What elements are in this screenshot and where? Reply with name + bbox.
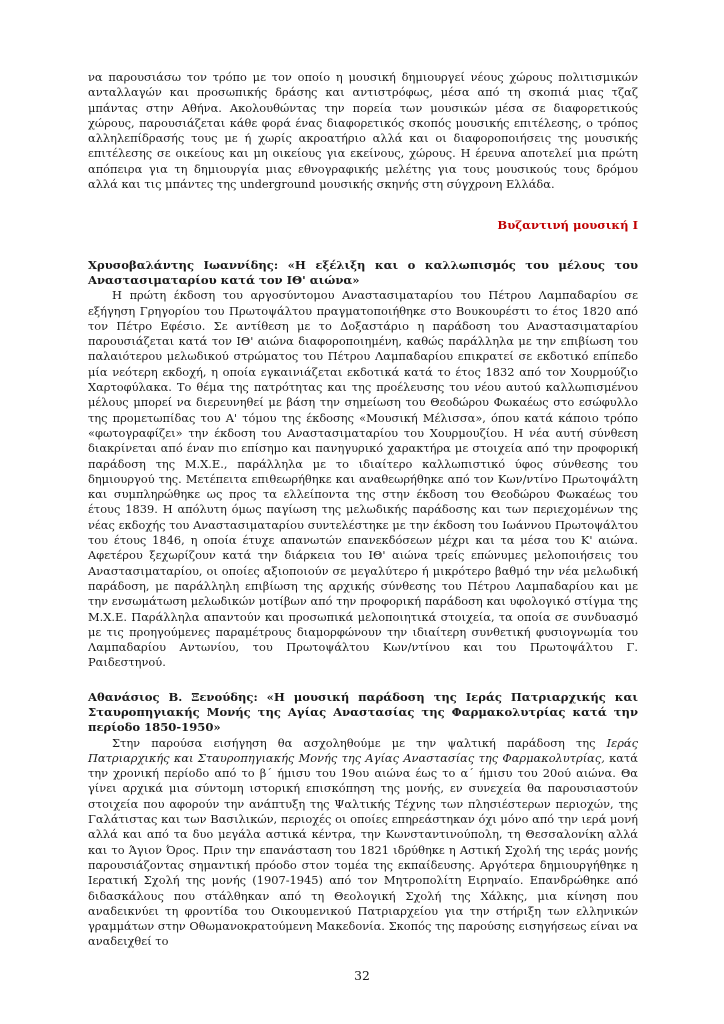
paper-abstract xyxy=(88,736,638,950)
page-content xyxy=(88,70,638,950)
paper-abstract: Η πρώτη έκδοση του αργοσύντομου Αναστασιματαρίου του Πέτρου Λαμπαδαρίου σε εξήγηση Γρηγορίου του Πρωτοψάλτου πραγματοποιήθηκε στο Βουκουρέστι το έτος 1820 από τον Πέτρο Εφέσιο. Σε αντίθεση με το Δοξαστάριο η παράδοση του Αναστασιματαρίου παρουσιάζεται κατά τον ΙΘ' αιώνα διαφοροποιημένη, καθώς παράλληλα με την επιβίωση του παλαιότερου μελωδικού στρώματος του Πέτρου Λαμπαδαρίου επικρατεί σε εκδοτικό επίπεδο μία νεότερη εκδοχή, η οποία εγκαινιάζεται εκδοτικά κατά το έτος 1832 από τον Χουρμούζιο Χαρτοφύλακα. Το θέμα της πατρότητας και της προέλευσης του νέου αυτού καλλωπισμένου μέλους μπορεί να διερευνηθεί με βάση την σημείωση του Θεοδώρου Φωκαέως στο εσώφυλλο της προμετωπίδας του Α' τόμου της έκδοσης «Μουσική Μέλισσα», όπου κατά κάποιο τρόπο «φωτογραφίζει» την έκδοση του Αναστασιματαρίου του Χουρμουζίου. Η νέα αυτή σύνθεση διακρίνεται από έναν πιο επίσημο και πανηγυρικό χαρακτήρα με στοιχεία από την προφορική παράδοση της Μ.Χ.Ε., παράλληλα με το ιδιαίτερο καλλωπιστικό ύφος σύνθεσης του δημιουργού της. Μετέπειτα επιθεωρήθηκε και αναθεωρήθηκε από τον Κων/ντίνο Πρωτοψάλτη και συμπληρώθηκε ως προς τα ελλείποντα της στην έκδοση του Θεοδώρου Φωκαέως του έτους 1839. Η απόλυτη όμως παγίωση της μελωδικής παράδοσης και των περιεχομένων της νέας εκδοχής του Αναστασιματαρίου συντελέστηκε με την έκδοση του Ιωάννου Πρωτοψάλτου του έτους 1846, η οποία έτυχε απανωτών επανεκδόσεων μέχρι και τα μέσα του Κ' αιώνα. Αφετέρου ξεχωρίζουν κατά την διάρκεια του ΙΘ' αιώνα τρείς επώνυμες μελοποιήσεις του Αναστασιματαρίου, οι οποίες αξιοποιούν σε μεγαλύτερο ή μικρότερο βαθμό την νέα μελωδική παράδοση, με παράλληλη επιβίωση της αρχικής σύνθεσης του Πέτρου Λαμπαδαρίου και με την ενσωμάτωση μελωδικών μοτίβων από την προφορική παράδοση και υφολογικό στίγμα της Μ.Χ.Ε. Παράλληλα απαντούν και προσωπικά μελοποιητικά στοιχεία, τα οποία σε συνδυασμό με τις προηγούμενες παραμέτρους διαμορφώνουν την ιδιαίτερη συνθετική φυσιογνωμία του Λαμπαδαρίου Αντωνίου, του Πρωτοψάλτου Κων/ντίνου και του Πρωτοψάλτου Γ. Ραιδεστηνού. xyxy=(88,288,638,670)
section-heading: Βυζαντινή μουσική Ι xyxy=(497,218,638,233)
paper-heading: Αθανάσιος Β. Ξενούδης: «Η μουσική παράδοση της Ιεράς Πατριαρχικής και Σταυροπηγιακής Μονής της Αγίας Αναστασίας της Φαρμακολυτρίας κατά την περίοδο 1850-1950» xyxy=(88,689,638,735)
paper-heading: Χρυσοβαλάντης Ιωαννίδης: «Η εξέλιξη και ο καλλωπισμός του μέλους του Αναστασιματαρίου κατά τον ΙΘ' αιώνα» xyxy=(88,257,638,287)
abstract-text: Στην παρούσα εισήγηση θα ασχοληθούμε με την ψαλτική παράδοση της xyxy=(112,735,607,750)
abstract-text: κατά την χρονική περίοδο από το β΄ ήμισυ του 19ου αιώνα έως το α΄ ήμισυ του 20ού αιώνα. Θα γίνει αρχικά μια σύντομη ιστορική επισκόπηση της μονής, εν συνεχεία θα παρουσιαστούν στοιχεία που αφορούν την ανάπτυξη της Ψαλτικής Τέχνης των πλησιέστερων περιοχών, της Γαλάτιστας και των Βασιλικών, περιοχές οι οποίες επηρεάστηκαν όχι μόνο από την ιερά μονή αλλά και από τα δυο μεγάλα αστικά κέντρα, την Κωνσταντινούπολη, τη Θεσσαλονίκη αλλά και το Άγιον Όρος. Πριν την επανάσταση του 1821 ιδρύθηκε η Αστική Σχολή της ιεράς μονής παρουσιάζοντας σημαντική πρόοδο στον τομέα της εκπαίδευσης. Αργότερα δημιουργήθηκε η Ιερατική Σχολή της μονής (1907-1945) από τον Μητροπολίτη Ειρηναίο. Επανδρώθηκε από διδασκάλους που στάλθηκαν από τη Θεολογική Σχολή της Χάλκης, μια κίνηση που αναδεικνύει τη φροντίδα του Οικουμενικού Πατριαρχείου για την στήριξη των ελληνικών γραμμάτων στην Οθωμανοκρατούμενη Μακεδονία. Σκοπός της παρούσης εισηγήσεως είναι να αναδειχθεί το xyxy=(88,750,638,949)
intro-paragraph: να παρουσιάσω τον τρόπο με τον οποίο η μουσική δημιουργεί νέους χώρους πολιτισμικών ανταλλαγών και προσωπικής δράσης και αντιστρόφως, μέσα από τη σκοπιά μιας τζαζ μπάντας στην Αθήνα. Ακολουθώντας την πορεία των μουσικών μέσα σε διαφορετικούς χώρους, παρουσιάζεται κάθε φορά ένας διαφορετικός σκοπός μουσικής επιτέλεσης, ο τρόπος αλληλεπίδρασής τους με ή χωρίς ακροατήριο αλλά και οι διαφοροποιήσεις της μουσικής επιτέλεσης σε οικείους και μη οικείους για εκείνους, χώρους. Η έρευνα αποτελεί μια πρώτη απόπειρα για τη δημιουργία μιας εθνογραφικής μελέτης για τους μουσικούς τους δρόμου αλλά και τις μπάντες της underground μουσικής σκηνής στη σύγχρονη Ελλάδα. xyxy=(88,70,638,192)
page-number: 32 xyxy=(354,968,370,983)
monastery-name: Ιεράς Πατριαρχικής και Σταυροπηγιακής Μονής της Αγίας Αναστασίας της Φαρμακολυτρίας, xyxy=(88,735,638,765)
